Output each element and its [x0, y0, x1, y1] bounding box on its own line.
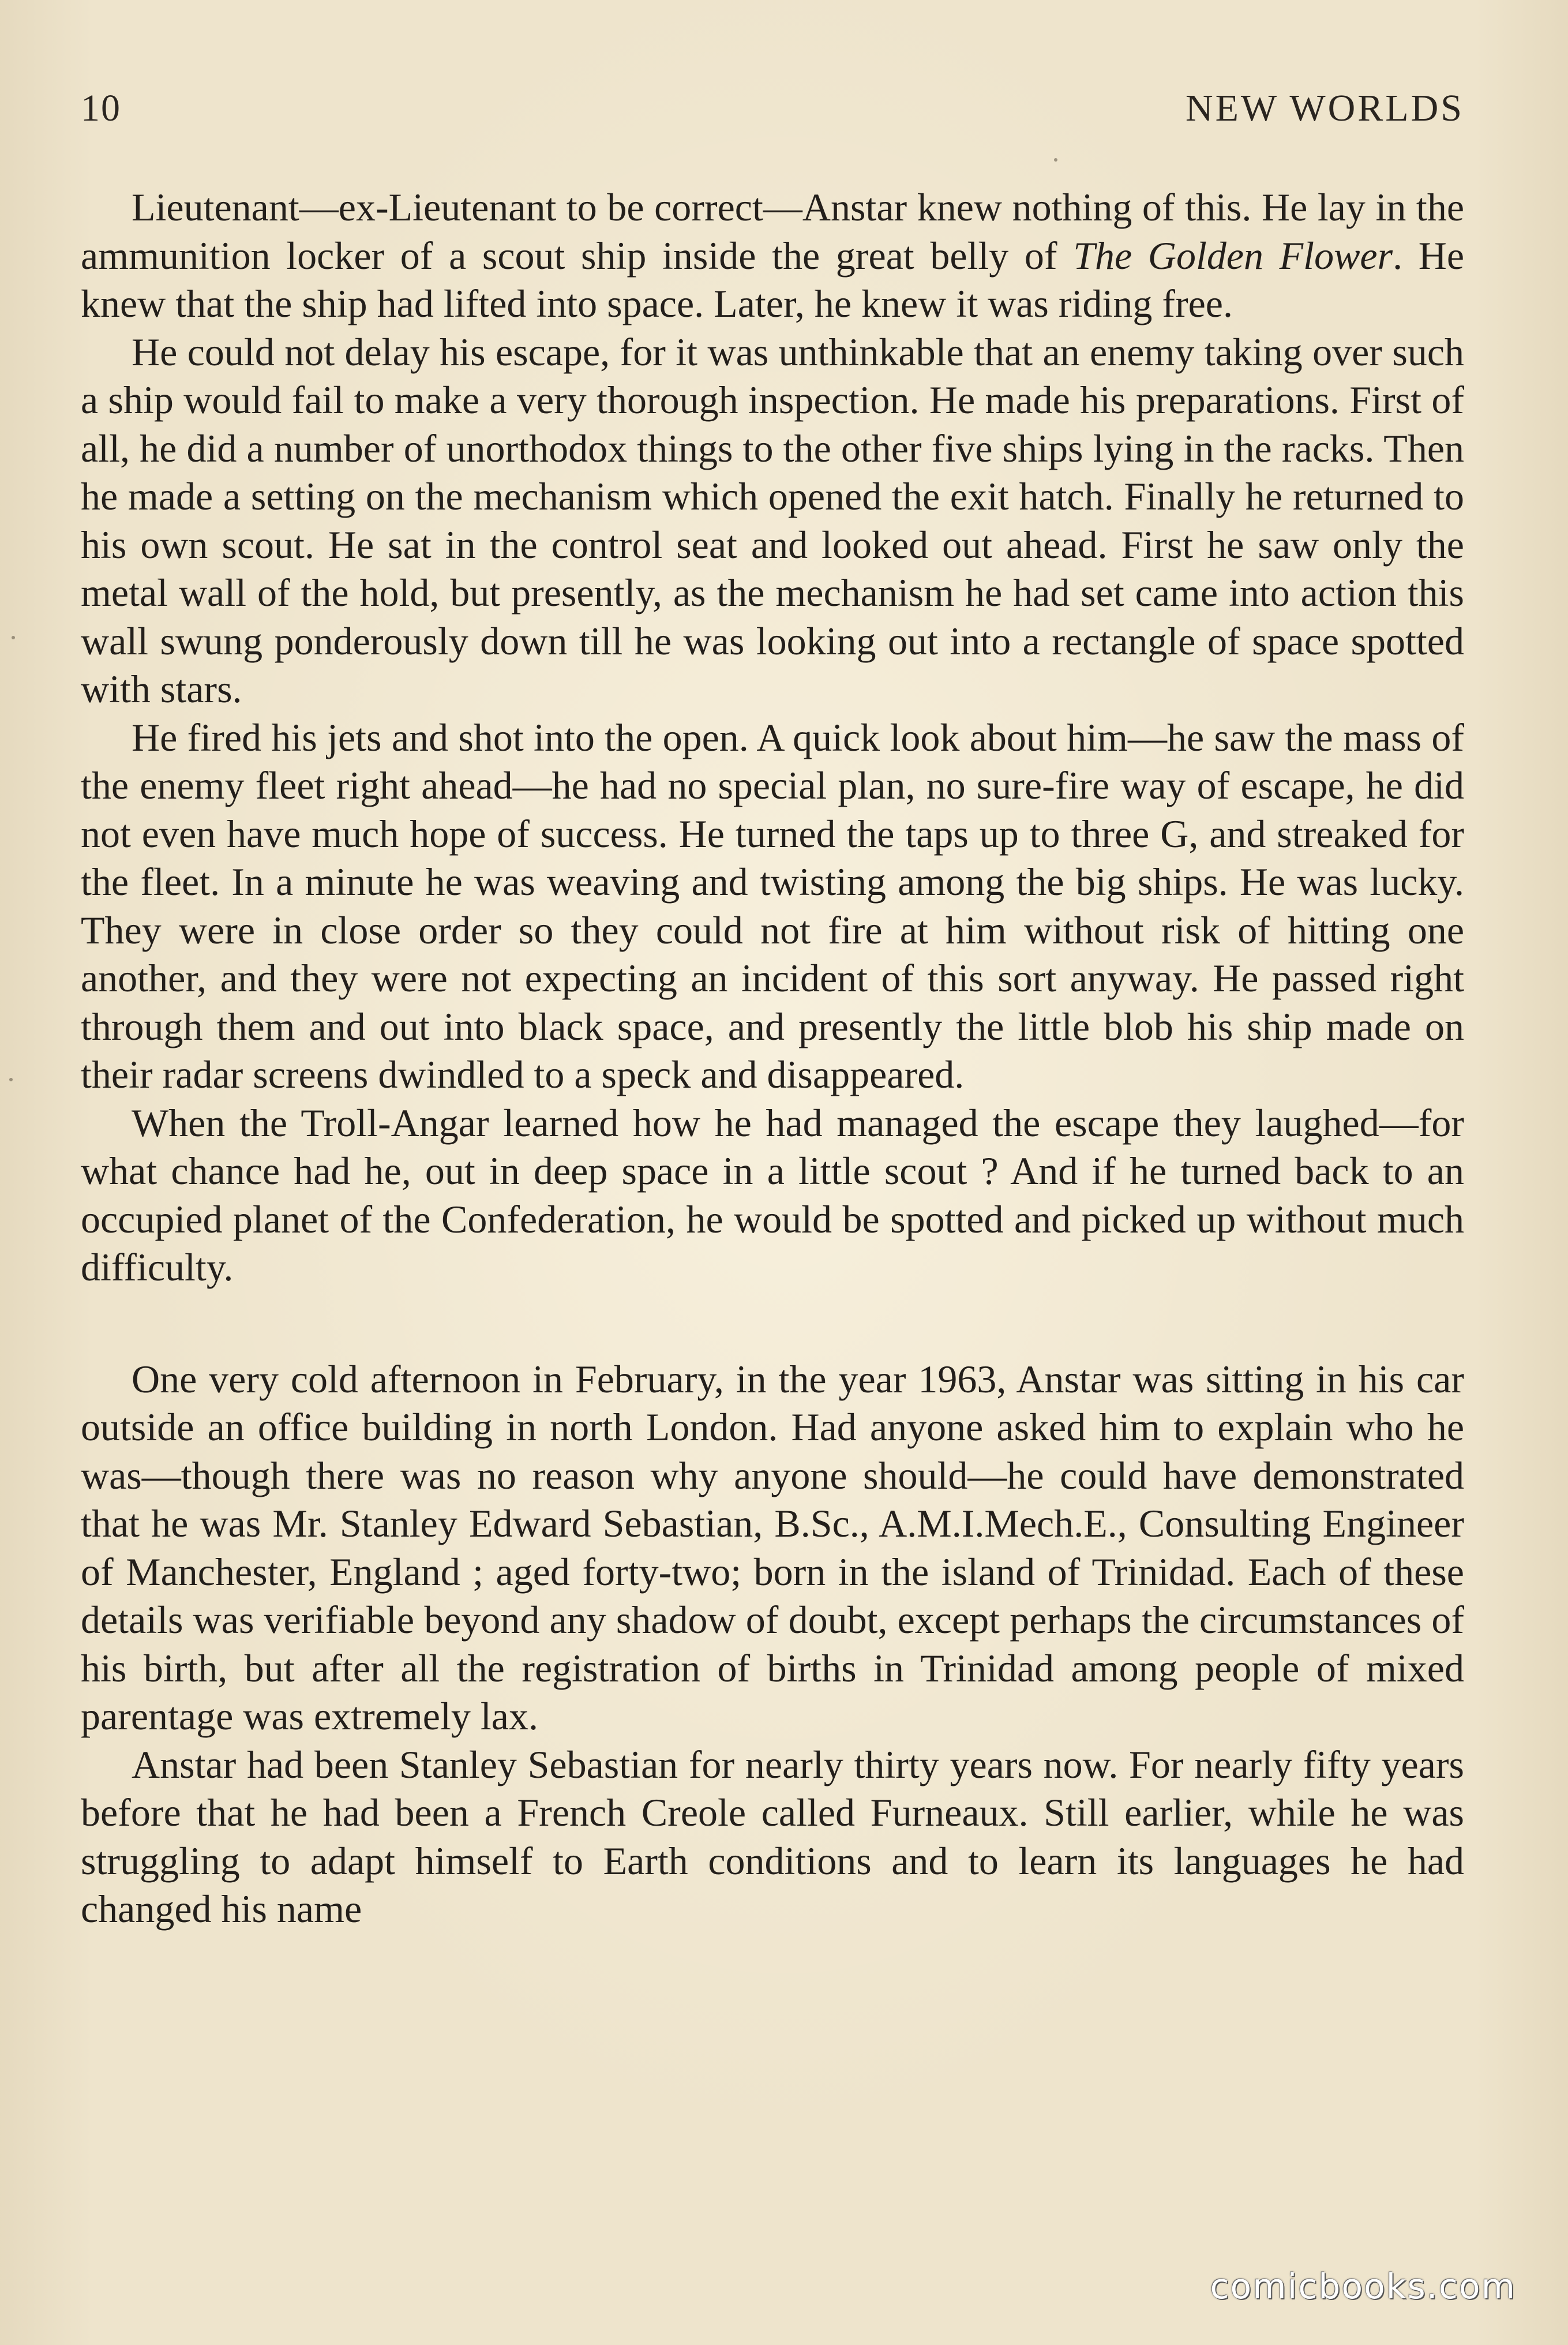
paragraph-4: When the Troll-Angar learned how he had managed the escape they laughed—for what chance had he, out in deep space in a little scout ? And if he turned back to an occupied planet of the Confederation, he would be spotted and picked up without much difficulty.	[81, 1100, 1464, 1289]
ship-name-italic: The Golden Flower	[1073, 233, 1393, 278]
body-text	[81, 183, 1464, 1934]
paragraph-1-text-a: Lieutenant—ex-Lieutenant to be correct—Anstar knew nothing of this. He lay in the ammunition locker of a scout ship inside the great belly of	[81, 185, 1464, 278]
paragraph-3: He fired his jets and shot into the open. A quick look about him—he saw the mass of the enemy fleet right ahead—he had no special plan, no sure-fire way of escape, he did not even have much hope of success. He turned the taps up to three G, and streaked for the fleet. In a minute he was weaving and twisting among the big ships. He was lucky. They were in close order so they could not fire at him without risk of hitting one another, and they were not expecting an incident of this sort anyway. He passed right through them and out into black space, and presently the little blob his ship made on their radar screens dwindled to a speck and disappeared.	[81, 715, 1464, 1096]
running-head	[81, 87, 1464, 150]
paper-speck	[12, 636, 15, 639]
paragraph-1	[81, 183, 1464, 328]
paper-speck	[9, 1078, 13, 1081]
paragraph-5: One very cold afternoon in February, in the year 1963, Anstar was sitting in his car outside an office building in north London. Had anyone asked him to explain who he was—though there was no reason why anyone should—he could have demonstrated that he was Mr. Stanley Edward Sebastian, B.Sc., A.M.I.Mech.E., Consulting Engineer of Manchester, England ; aged forty-two; born in the island of Trinidad. Each of these details was verifiable beyond any shadow of doubt, except perhaps the circumstances of his birth, but after all the registration of births in Trinidad among people of mixed parentage was extremely lax.	[81, 1357, 1464, 1738]
paragraph-1-text-b: . He knew that the ship had lifted into space. Later, he knew it was riding free.	[81, 233, 1464, 325]
watermark-logo: comicbooks.com	[1210, 2267, 1516, 2307]
paragraph-2: He could not delay his escape, for it was unthinkable that an enemy taking over such a ship would fail to make a very thorough inspection. He made his preparations. First of all, he did a number of unorthodox things to the other five ships lying in the racks. Then he made a setting on the mechanism which opened the exit hatch. Finally he returned to his own scout. He sat in the control seat and looked out ahead. First he saw only the metal wall of the hold, but presently, as the mechanism he had set came into action this wall swung ponderously down till he was looking out into a rectangle of space spotted with stars.	[81, 329, 1464, 711]
paper-speck	[1054, 158, 1057, 162]
page-number: 10	[81, 87, 121, 129]
paragraph-6: Anstar had been Stanley Sebastian for nearly thirty years now. For nearly fifty years before that he had been a French Creole called Furneaux. Still earlier, while he was struggling to adapt himself to Earth conditions and to learn its languages he had changed his name	[81, 1742, 1464, 1931]
running-title: NEW WORLDS	[1185, 87, 1464, 129]
